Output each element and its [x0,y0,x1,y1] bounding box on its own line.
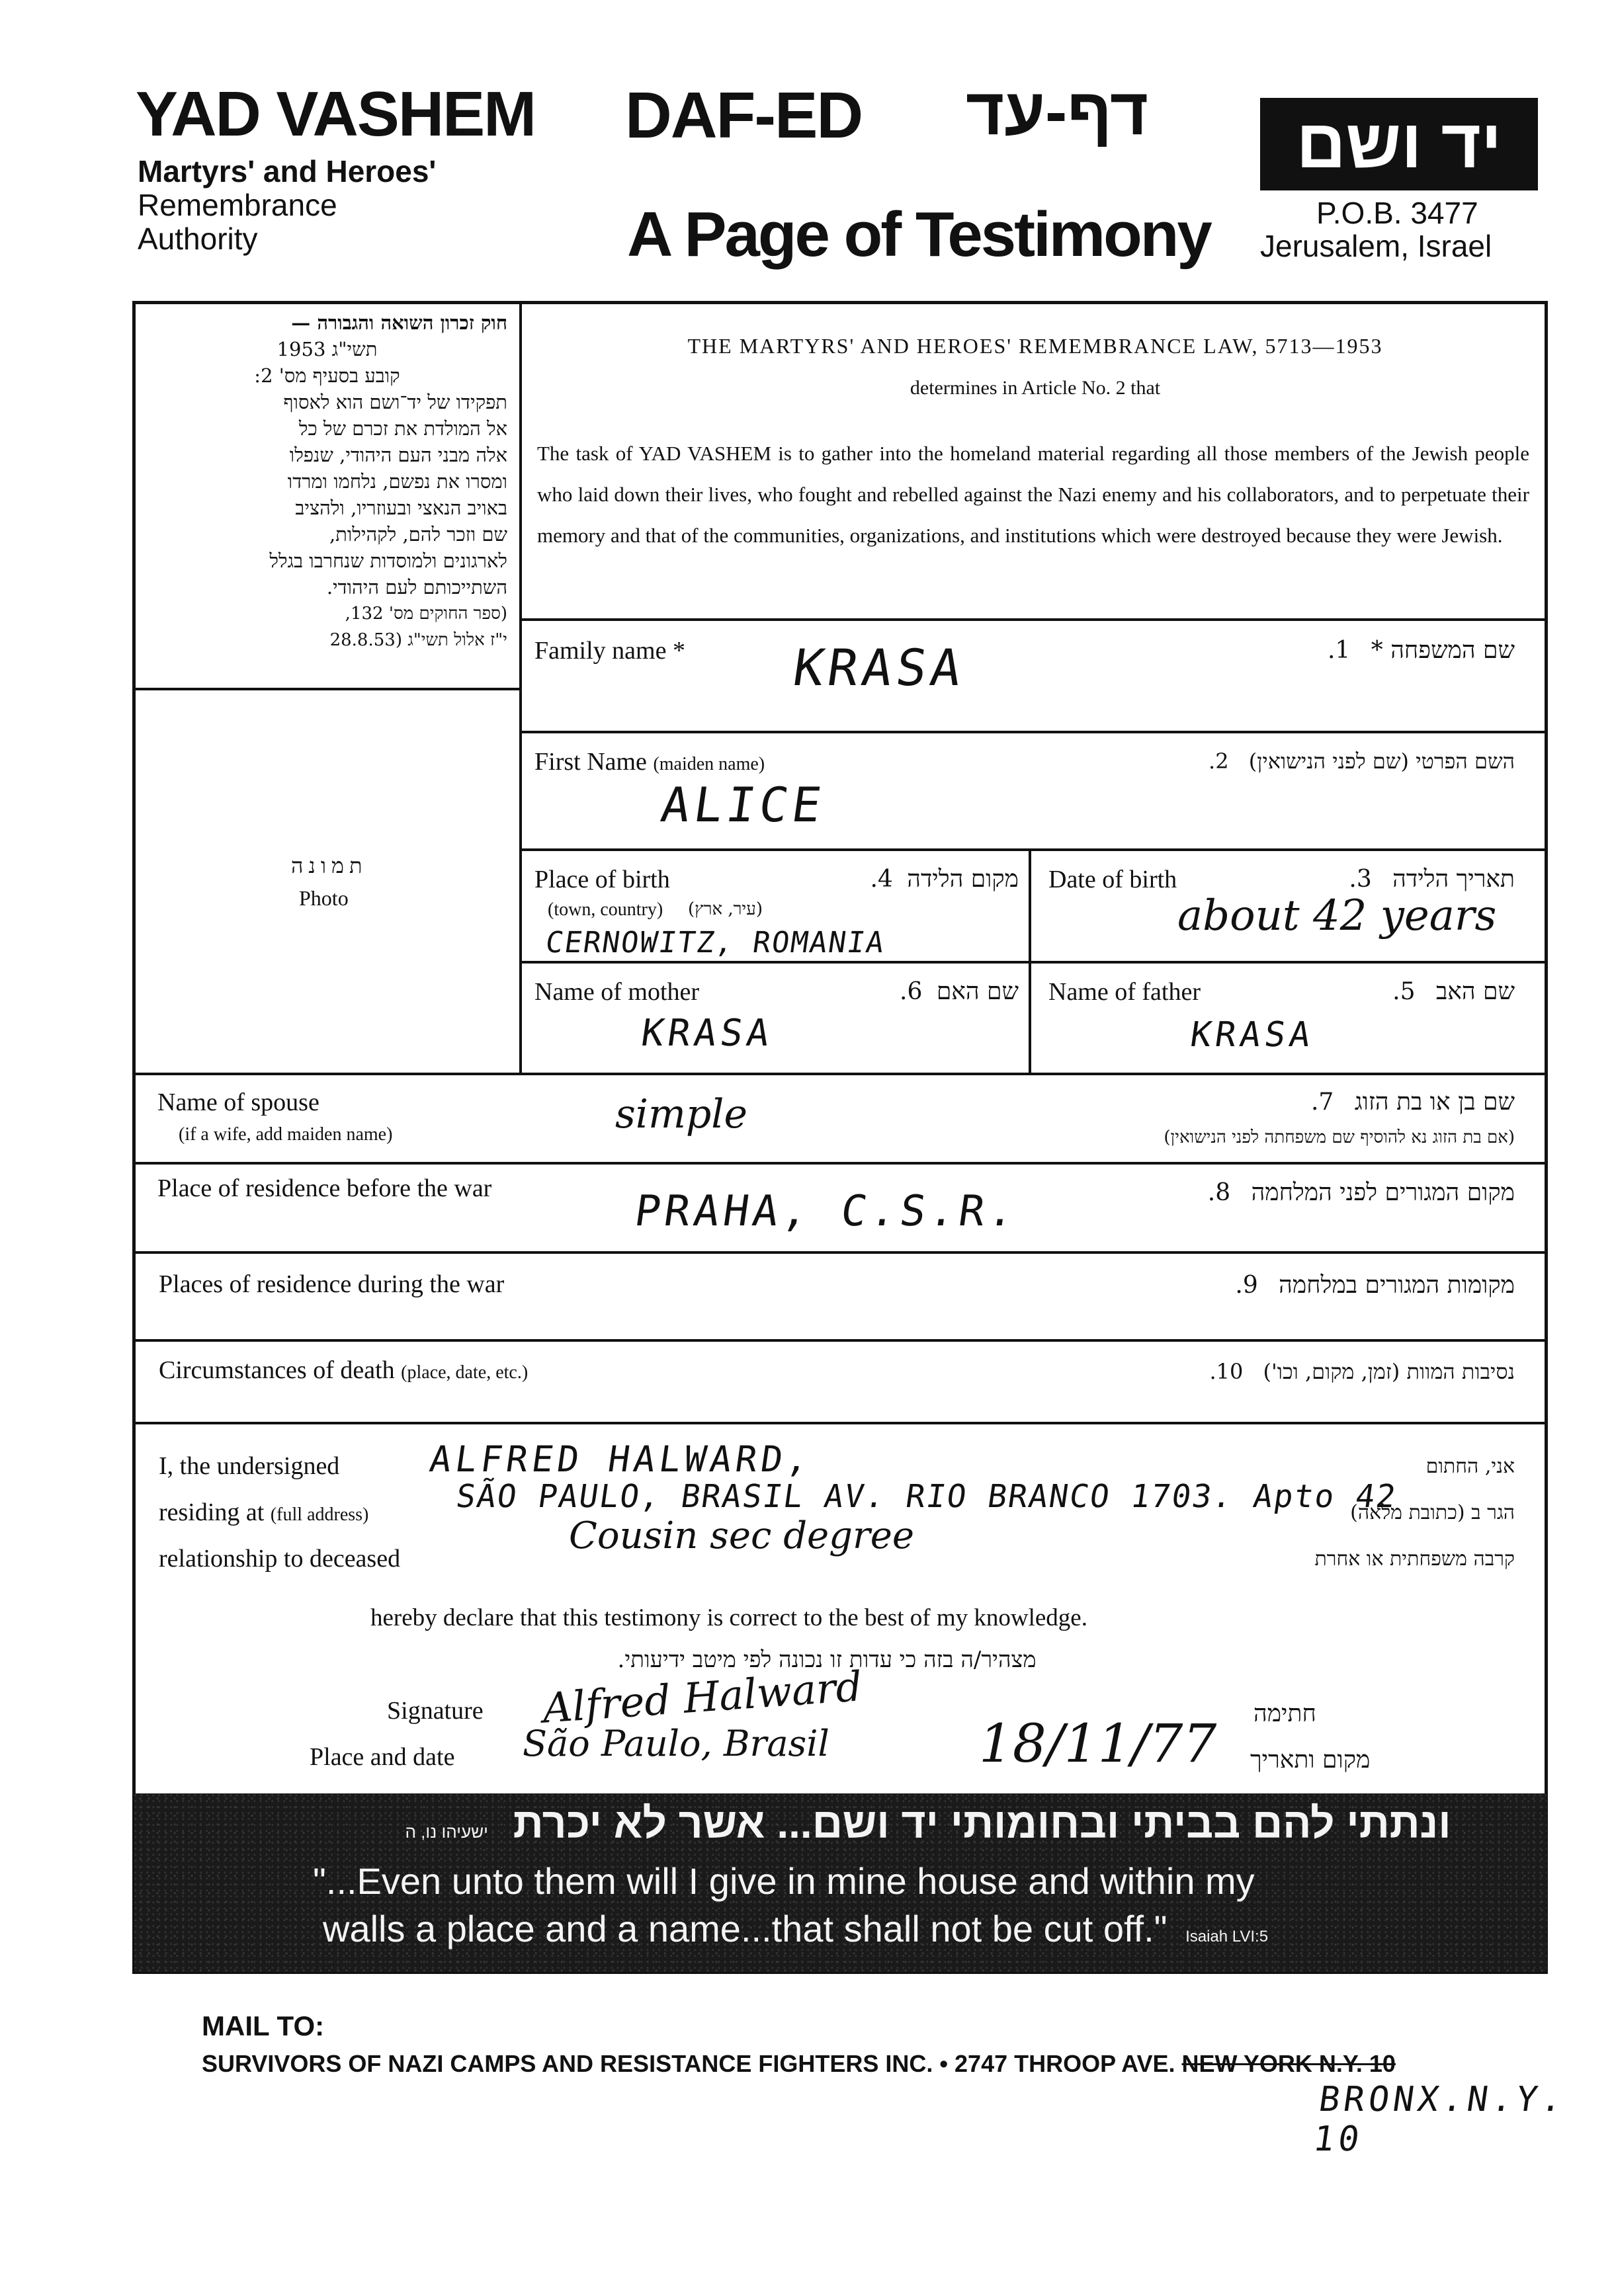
relationship-label: relationship to deceased [159,1545,401,1573]
org-name: YAD VASHEM [136,79,536,149]
logo-hebrew-text: יד ושם [1296,105,1502,183]
law-title: THE MARTYRS' AND HEROES' REMEMBRANCE LAW, 5713—1953 [687,334,1383,358]
spouse-hebrew-note: (אם בת הזוג נא להוסיף שם משפחתה לפני הנישואין) [1164,1128,1515,1147]
declaration-text: hereby declare that this testimony is correct to the best of my knowledge. [370,1604,1087,1631]
mail-address [202,2050,1396,2078]
row-divider [134,1251,1547,1254]
place-date-label: Place and date [310,1743,455,1771]
residing-label-text: residing at [159,1498,265,1526]
residence-before-hebrew [1058,1178,1515,1206]
law-hebrew-line: ומסרו את נפשם, נלחמו ומרדו [287,470,507,493]
daf-ed-title: DAF-ED [625,79,863,151]
row-divider [519,961,1547,964]
birth-place-hebrew-text: מקום הלידה [907,866,1019,893]
banner-line-2-text: walls a place and a name...that shall not be cut off." [323,1908,1168,1949]
circumstances-label [159,1356,528,1385]
banner-line-1: "...Even unto them will I give in mine house and within my [313,1860,1255,1902]
birth-place-label: Place of birth [534,866,670,893]
spouse-note: (if a wife, add maiden name) [179,1124,393,1145]
row-divider [519,618,1547,621]
residence-during-num: 9. [1235,1272,1258,1299]
first-name-hebrew [1058,749,1515,774]
father-hebrew-text: שם האב [1435,978,1515,1005]
undersigned-hebrew: אני, החתום [1425,1455,1515,1478]
law-hebrew-line: לארגונים ולמוסדות שנחרבו בגלל [269,550,507,572]
residence-before-label: Place of residence before the war [157,1174,492,1202]
birth-date-input[interactable]: about 42 years [1177,891,1497,940]
signature-label: Signature [387,1697,484,1725]
circumstances-label-note: (place, date, etc.) [401,1362,529,1383]
daf-ed-hebrew: דף-עד [966,75,1149,149]
banner-ref: Isaiah LVI:5 [1185,1928,1269,1946]
birth-place-hebrew [741,865,1019,893]
mother-num: 6. [900,978,923,1005]
law-hebrew-line: באויב הנאצי ובעוזריו, ולהציב [295,497,507,519]
law-hebrew-line: י"ז אלול תשי"ג (28.8.53 [329,630,507,650]
family-name-hebrew-text: שם המשפחה * [1371,637,1515,664]
first-name-label-text: First Name [534,748,647,776]
father-label: Name of father [1048,978,1201,1006]
mother-hebrew-text: שם האם [936,978,1019,1005]
residing-label-note: (full address) [270,1504,369,1525]
place-date-hebrew: מקום ותאריך [1250,1746,1371,1774]
scripture-banner [134,1793,1547,1972]
place-input[interactable]: São Paulo, Brasil [523,1723,829,1764]
father-hebrew [1290,977,1515,1005]
banner-hebrew [333,1799,1523,1848]
row-divider [134,1162,1547,1165]
first-name-label [534,747,765,776]
first-name-num: 2. [1209,749,1229,774]
circumstances-hebrew-text: נסיבות המוות (זמן, מקום, וכו') [1263,1359,1515,1384]
law-hebrew-line: השתייכותם לעם היהודי. [326,576,507,598]
relationship-input[interactable]: Cousin sec degree [569,1514,915,1557]
law-hebrew-line: קובע בסעיף מס' 2: [254,364,400,387]
law-box-bottom [134,688,521,690]
law-hebrew-text [147,309,507,653]
signature-hebrew: חתימה [1253,1700,1316,1727]
photo-label: Photo [299,886,349,910]
birth-date-num: 3. [1349,866,1372,893]
first-name-hebrew-text: השם הפרטי (שם לפני הנישואין) [1248,749,1515,774]
mother-hebrew [794,977,1019,1005]
signature-input[interactable]: Alfred Halward [541,1662,864,1733]
banner-hebrew-ref: ישעיהו נו, ה [405,1822,488,1842]
law-hebrew-line: חוק זכרון השואה והגבורה — [291,311,507,334]
law-hebrew-line: שם וזכר להם, לקהילות, [329,523,507,546]
birth-date-label: Date of birth [1048,866,1177,893]
column-divider [1029,848,1031,1073]
birth-place-hebrew-note: (עיר, ארץ) [688,899,763,919]
residence-before-num: 8. [1207,1179,1231,1206]
relationship-hebrew: קרבה משפחתית או אחרת [1314,1547,1515,1571]
spouse-hebrew [1125,1088,1515,1116]
first-name-input[interactable]: ALICE [658,777,829,833]
residing-hebrew: הגר ב (כתובת מלאה) [1350,1501,1515,1524]
circumstances-hebrew [1058,1359,1515,1384]
birth-place-input[interactable]: CERNOWITZ, ROMANIA [543,926,888,960]
father-num: 5. [1392,978,1416,1005]
org-line-2: Remembrance [138,188,337,222]
photo-hebrew-label: תמונה [291,853,368,878]
birth-date-hebrew [1290,865,1515,893]
residence-before-input[interactable]: PRAHA, C.S.R. [631,1187,1022,1236]
law-hebrew-line: תפקידו של יד־ושם הוא לאסוף [283,391,507,413]
family-name-hebrew [1125,636,1515,664]
spouse-label: Name of spouse [157,1088,319,1116]
mail-address-text: SURVIVORS OF NAZI CAMPS AND RESISTANCE FIGHTERS INC. • 2747 THROOP AVE. [202,2050,1175,2077]
banner-line-2 [323,1907,1268,1950]
circumstances-num: 10. [1209,1359,1244,1384]
residence-before-hebrew-text: מקום המגורים לפני המלחמה [1251,1179,1515,1206]
pob-number: P.O.B. 3477 [1316,196,1478,230]
family-name-label: Family name * [534,637,685,665]
residence-during-hebrew-text: מקומות המגורים במלחמה [1279,1272,1515,1299]
family-name-input[interactable]: KRASA [789,638,970,697]
family-name-num: 1. [1327,637,1351,664]
law-hebrew-line: תשי"ג 1953 [276,338,378,360]
date-input[interactable]: 18/11/77 [979,1713,1217,1774]
mail-handwritten-city: BRONX.N.Y. 10 [1310,2080,1569,2159]
mother-input[interactable]: KRASA [638,1012,777,1055]
spouse-hebrew-text: שם בן או בת הזוג [1354,1088,1515,1116]
row-divider [519,731,1547,733]
spouse-num: 7. [1310,1088,1334,1116]
spouse-input[interactable]: simple [615,1091,747,1137]
residing-label [159,1498,368,1527]
undersigned-label: I, the undersigned [159,1452,340,1480]
row-divider [134,1073,1547,1075]
declaration-hebrew: מצהיר/ה בזה כי עדות זו נכונה לפי מיטב ידיעותי. [617,1647,1037,1673]
yad-vashem-logo [1260,98,1538,190]
first-name-label-note: (maiden name) [653,754,765,774]
circumstances-label-text: Circumstances of death [159,1356,395,1384]
mail-address-struck: NEW YORK N.Y. 10 [1181,2050,1396,2077]
birth-date-hebrew-text: תאריך הלידה [1392,866,1515,893]
org-line-3: Authority [138,222,258,256]
law-subtitle: determines in Article No. 2 that [910,377,1161,399]
birth-place-note: (town, country) [548,899,663,920]
page-title: A Page of Testimony [627,199,1210,270]
row-divider [519,848,1547,851]
undersigned-input[interactable]: ALFRED HALWARD, [427,1438,816,1480]
father-input[interactable]: KRASA [1187,1015,1317,1055]
law-hebrew-line: (ספר החוקים מס' 132, [345,604,507,624]
law-hebrew-line: אל המולדת את זכרם של כל [298,417,507,440]
org-line-1: Martyrs' and Heroes' [138,154,437,188]
residence-during-label: Places of residence during the war [159,1270,505,1298]
mother-label: Name of mother [534,978,700,1006]
mail-to-label: MAIL TO: [202,2010,325,2041]
row-divider [134,1339,1547,1342]
residence-during-hebrew [1058,1271,1515,1299]
law-hebrew-line: אלה מבני העם היהודי, שנפלו [289,444,507,466]
law-body: The task of YAD VASHEM is to gather into the homeland material regarding all those members of the Jewish people who laid down their lives, who fought and rebelled against the Nazi enemy and his collaborators, and to perpetuate their memory and that of the communities, organizations, and institutions which were destroyed because they were Jewish. [537,442,1529,547]
row-divider [134,1422,1547,1424]
residing-input[interactable]: SÃO PAULO, BRASIL AV. RIO BRANCO 1703. Apto 42 [454,1478,1400,1515]
banner-hebrew-text: ונתתי להם בביתי ובחומותי יד ושם... אשר לא יכרת [513,1799,1451,1847]
city-label: Jerusalem, Israel [1260,229,1492,263]
birth-place-num: 4. [870,866,893,893]
